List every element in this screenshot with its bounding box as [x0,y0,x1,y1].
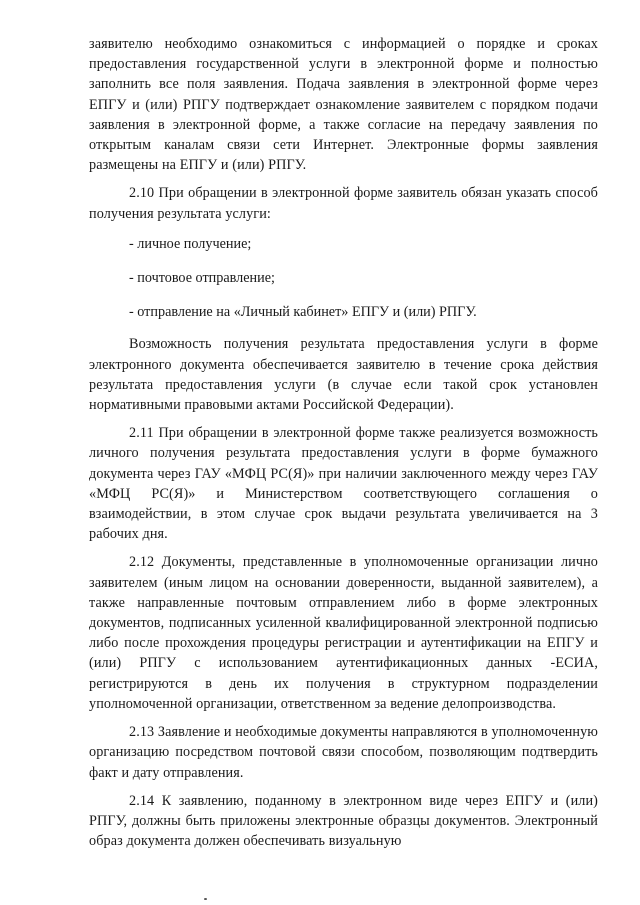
list-item: - личное получение; [129,235,252,252]
paragraph-intro: заявителю необходимо ознакомиться с информацией о порядке и сроках предоставления государственной услуги в электронной форме и полностью заполнить все поля заявления. Подача заявления в электронной форме через ЕПГУ и (или) РПГУ подтверждает ознакомление заявителем с порядком подачи заявления в электронной форме, а также согласие на передачу заявления по открытым каналам связи сети Интернет. Электронные формы заявления размещены на ЕПГУ и (или) РПГУ. [89,36,598,174]
paragraph-2-14: 2.14 К заявлению, поданному в электронном виде через ЕПГУ и (или) РПГУ, должны быть приложены электронные образцы документов. Электронный образ документа должен обеспечивать визуальную [89,792,598,850]
scan-speck [204,898,207,900]
paragraph-result-possibility: Возможность получения результата предоставления услуги в форме электронного документа обеспечивается заявителю в течение срока действия результата предоставления услуги (в случае если такой срок установлен нормативными правовыми актами Российской Федерации). [89,336,598,414]
paragraph-2-12: 2.12 Документы, представленные в уполномоченные организации лично заявителем (иным лицом на основании доверенности, выданной заявителем), а также направленные почтовым отправлением либо в форме электронных документов, подписанных усиленной квалифицированной электронной подписью либо после прохождения процедуры регистрации и аутентификации на ЕПГУ и (или) РПГУ с использованием аутентификационных данных -ЕСИА, регистрируются в день их получения в структурном подразделении уполномоченной организации, ответственном за ведение делопроизводства. [89,554,598,712]
list-item: - почтовое отправление; [129,270,275,287]
paragraph-2-13: 2.13 Заявление и необходимые документы направляются в уполномоченную организацию посредством почтовой связи способом, позволяющим подтвердить факт и дату отправления. [89,724,598,781]
result-method-list [89,234,598,323]
paragraph-2-11: 2.11 При обращении в электронной форме также реализуется возможность личного получения результата предоставления услуги в форме бумажного документа через ГАУ «МФЦ РС(Я)» при наличии заключенного между через ГАУ «МФЦ РС(Я)» и Министерством соответствующего соглашения о взаимодействии, в этом случае срок выдачи результата увеличивается на 3 рабочих дня. [89,425,598,543]
paragraph-2-10: 2.10 При обращении в электронной форме заявитель обязан указать способ получения результата услуги: [89,185,598,222]
list-item: - отправление на «Личный кабинет» ЕПГУ и (или) РПГУ. [129,304,477,321]
